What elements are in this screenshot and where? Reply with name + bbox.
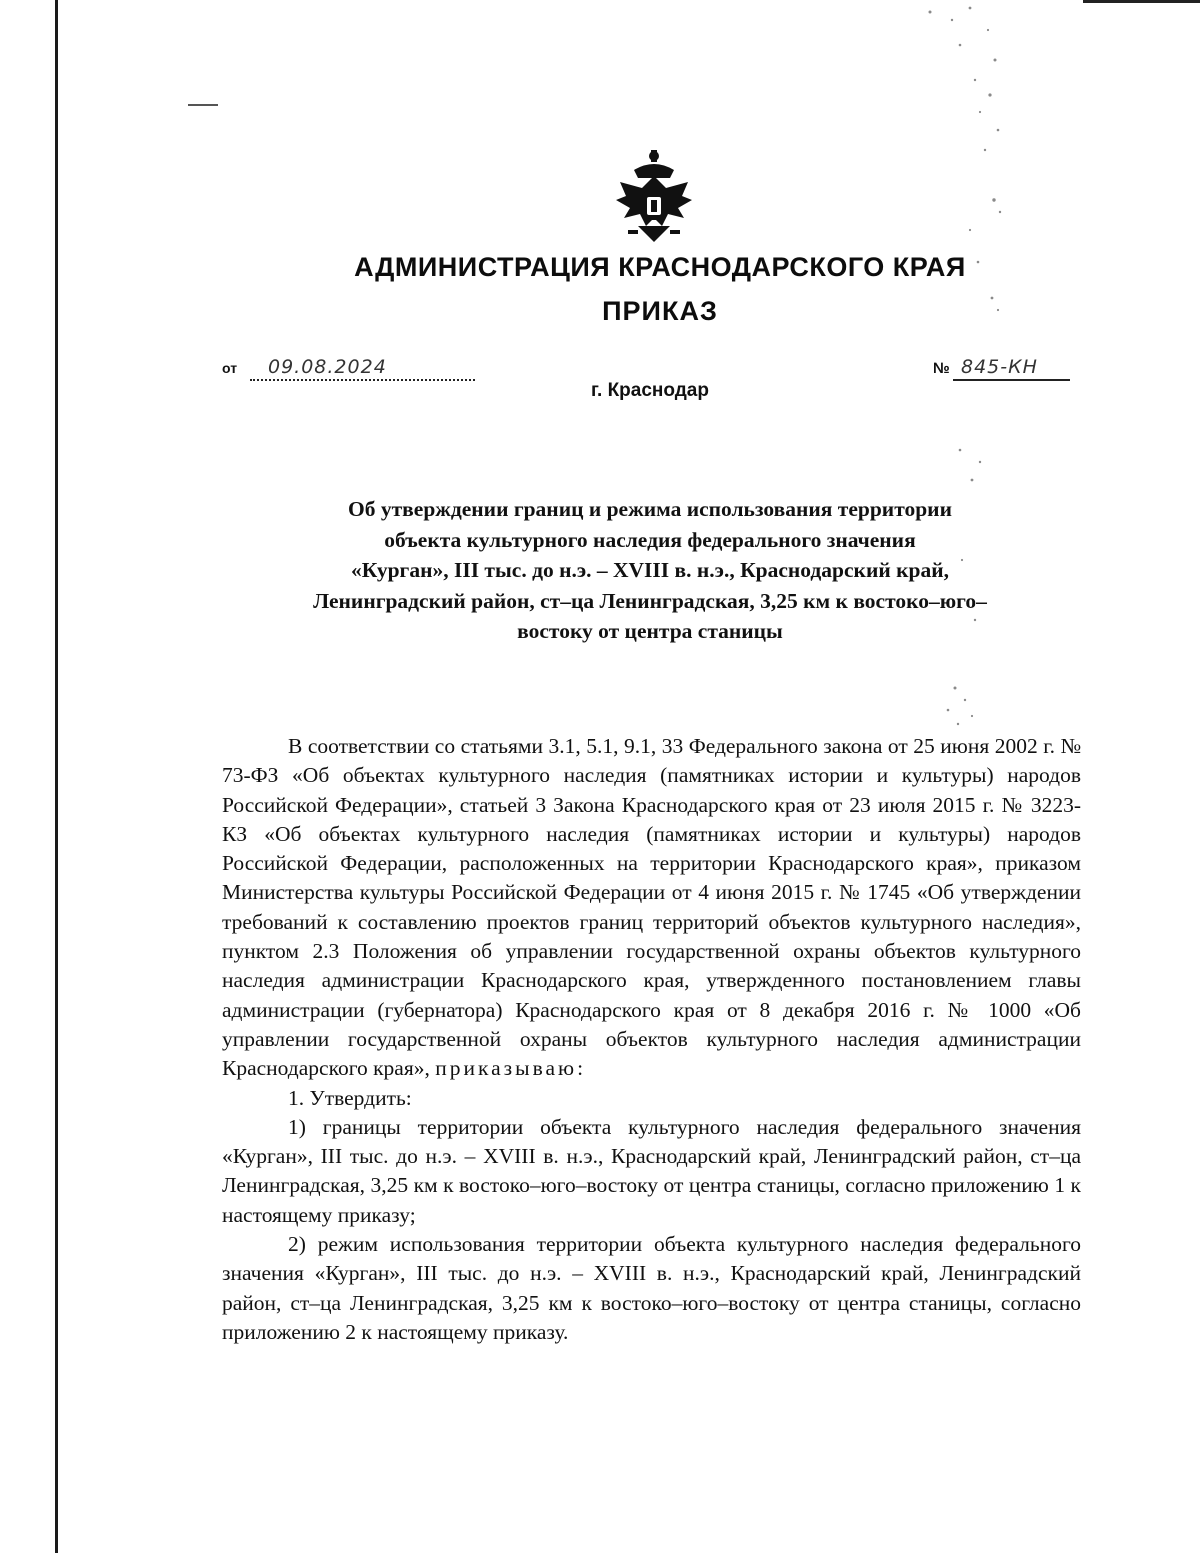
date-label: от bbox=[222, 360, 238, 376]
city-name: г. Краснодар bbox=[591, 380, 709, 401]
coat-of-arms-icon bbox=[612, 148, 696, 244]
title-line: Об утверждении границ и режима использования территории bbox=[348, 497, 952, 521]
number-label: № bbox=[933, 360, 950, 377]
document-body bbox=[222, 732, 1081, 1347]
scan-dash-mark bbox=[188, 104, 218, 106]
order-word: приказываю: bbox=[435, 1056, 587, 1081]
subpoint-1: 1) границы территории объекта культурного наследия федерального значения «Курган», III тыс. до н.э. – XVIII в. н.э., Краснодарский край, Ленинградский район, ст–ца Ленинградская, 3,25 км к востоко–юго–востоку от центра станицы, согласно приложению 1 к настоящему приказу; bbox=[222, 1114, 1081, 1227]
preamble-text: В соответствии со статьями 3.1, 5.1, 9.1, 33 Федерального закона от 25 июня 2002 г. № 73-ФЗ «Об объектах культурного наследия (памятниках истории и культуры) народов Российской Федерации», статьей 3 Закона Краснодарского края от 23 июля 2015 г. № 3223-КЗ «Об объектах культурного наследия (памятниках истории и культуры) народов Российской Федерации, расположенных на территории Краснодарского края», приказом Министерства культуры Российской Федерации от 4 июня 2015 г. № 1745 «Об утверждении требований к составлению проектов границ территорий объектов культурного наследия», пунктом 2.3 Положения об управлении государственной охраны объектов культурного наследия администрации Краснодарского края, утвержденного постановлением главы администрации (губернатора) Краснодарского края от 8 декабря 2016 г. № 1000 «Об управлении государственной охраны объектов культурного наследия администрации Краснодарского края», bbox=[222, 734, 1081, 1081]
date-value: 09.08.2024 bbox=[250, 355, 475, 381]
document-type: ПРИКАЗ bbox=[602, 296, 718, 326]
number-value: 845-КН bbox=[953, 355, 1070, 381]
title-line: востоку от центра станицы bbox=[517, 619, 783, 643]
organization-name: АДМИНИСТРАЦИЯ КРАСНОДАРСКОГО КРАЯ bbox=[354, 252, 966, 282]
scan-top-edge bbox=[1083, 0, 1200, 3]
scan-left-edge bbox=[55, 0, 58, 1553]
document-title bbox=[215, 494, 1085, 647]
title-line: Ленинградский район, ст–ца Ленинградская, 3,25 км к востоко–юго– bbox=[313, 588, 987, 613]
title-line: «Курган», III тыс. до н.э. – XVIII в. н.э., Краснодарский край, bbox=[351, 558, 949, 582]
preamble-paragraph bbox=[222, 732, 1081, 1084]
subpoint-2: 2) режим использования территории объекта культурного наследия федерального значения «Курган», III тыс. до н.э. – XVIII в. н.э., Краснодарский край, Ленинградский район, ст–ца Ленинградская, 3,25 км к востоко–юго–востоку от центра станицы, согласно приложению 2 к настоящему приказу. bbox=[222, 1232, 1081, 1344]
title-line: объекта культурного наследия федерального значения bbox=[384, 527, 916, 552]
point-1: 1. Утвердить: bbox=[288, 1085, 412, 1110]
